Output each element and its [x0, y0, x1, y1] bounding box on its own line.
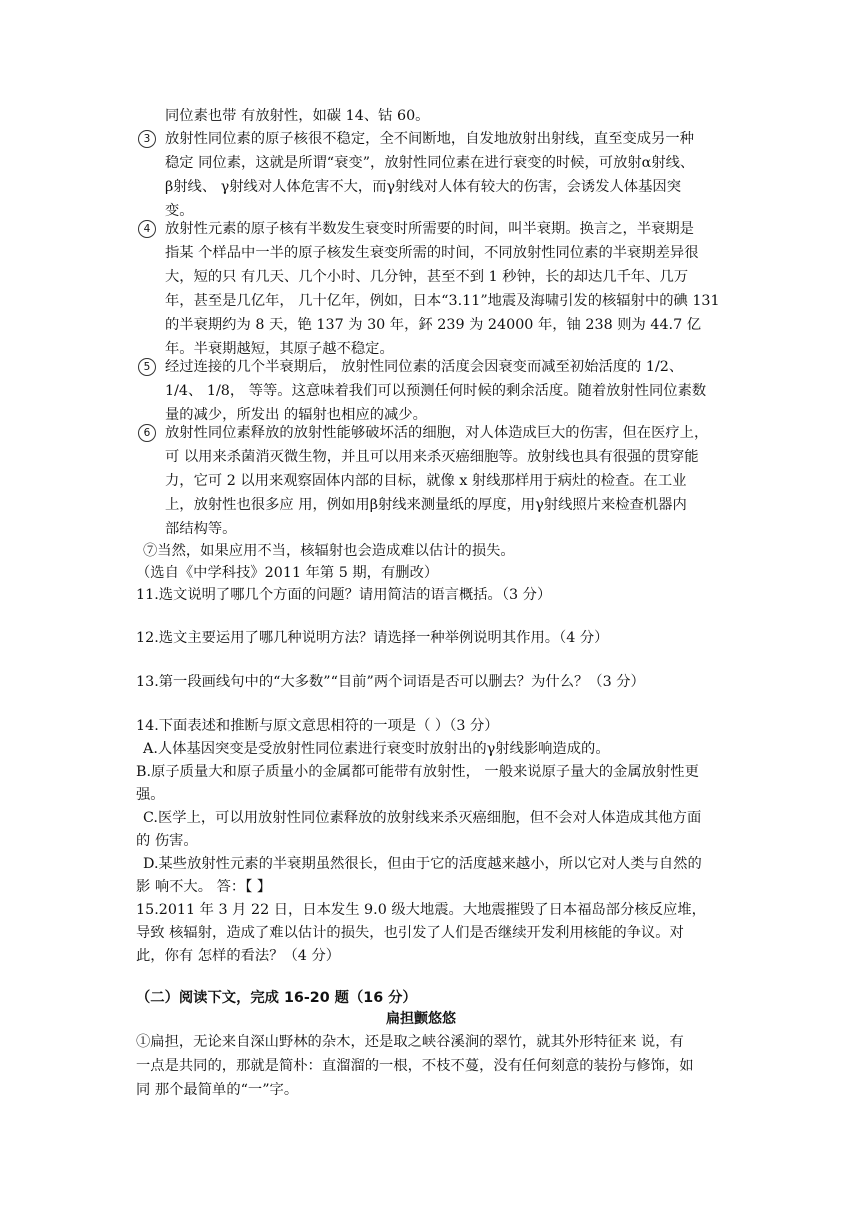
paragraph-5-line: 经过连接的几个半衰期后， 放射性同位素的活度会因衰变而减至初始活度的 1/2、	[165, 359, 684, 375]
question-13: 13.第一段画线句中的“大多数”“目前”两个词语是否可以删去？为什么？（3 分）	[136, 674, 645, 690]
paragraph-6-line: 部结构等。	[165, 521, 237, 537]
question-14-option-d: D.某些放射性元素的半衰期虽然很长，但由于它的活度越来越小，所以它对人类与自然的	[143, 856, 702, 872]
question-14-option-b: 强。	[136, 787, 165, 803]
question-14-option-d: 影 响不大。 答：【 】	[136, 879, 272, 895]
section-2-paragraph-1: 一点是共同的，那就是简朴：直溜溜的一根，不枝不蔓，没有任何刻意的装扮与修饰，如	[136, 1058, 694, 1074]
question-14-option-c: C.医学上，可以用放射性同位素释放的放射线来杀灭癌细胞，但不会对人体造成其他方面	[143, 810, 702, 826]
paragraph-number-3: 3	[138, 130, 156, 148]
paragraph-6-line: 力，它可 2 以用来观察固体内部的目标，就像 x 射线那样用于病灶的检查。在工业	[165, 473, 687, 489]
question-15: 导致 核辐射，造成了难以估计的损失，也引发了人们是否继续开发利用核能的争议。对	[136, 925, 684, 941]
paragraph-number-5: 5	[138, 358, 156, 376]
paragraph-4-line: 的半衰期约为 8 天，铯 137 为 30 年，鈈 239 为 24000 年，铀 238 则为 44.7 亿	[165, 317, 702, 333]
question-14-option-c: 的 伤害。	[136, 833, 198, 849]
section-2-paragraph-1: 同 那个最简单的“一”字。	[136, 1082, 299, 1098]
paragraph-2-tail: 同位素也带 有放射性，如碳 14、钴 60。	[165, 108, 430, 124]
article-title: 扁担颤悠悠	[386, 1011, 457, 1027]
paragraph-number-4: 4	[138, 220, 156, 238]
question-15: 此，你有 怎样的看法？（4 分）	[136, 948, 341, 964]
section-2-paragraph-1: ①扁担，无论来自深山野林的杂木，还是取之峡谷溪涧的翠竹，就其外形特征来 说，有	[136, 1034, 684, 1050]
paragraph-5-line: 量的减少，所发出 的辐射也相应的减少。	[165, 407, 427, 423]
paragraph-3-line: 变。	[165, 203, 194, 219]
paragraph-3-line: β射线、 γ射线对人体危害不大，而γ射线对人体有较大的伤害，会诱发人体基因突	[165, 179, 681, 195]
paragraph-4-line: 大，短的只 有几天、几个小时、几分钟，甚至不到 1 秒钟，长的却达几千年、几万	[165, 269, 689, 285]
section-2-heading: （二）阅读下文，完成 16-20 题（16 分）	[136, 990, 417, 1006]
paragraph-4-line: 放射性元素的原子核有半数发生衰变时所需要的时间，叫半衰期。换言之，半衰期是	[165, 221, 694, 237]
paragraph-3-line: 放射性同位素的原子核很不稳定，全不间断地，自发地放射出射线，直至变成另一种	[165, 131, 694, 147]
paragraph-6-line: 上，放射性也很多应 用，例如用β射线来测量纸的厚度，用γ射线照片来检查机器内	[165, 497, 687, 513]
source-citation: （选自《中学科技》2011 年第 5 期，有删改）	[136, 565, 439, 581]
question-14-option-a: A.人体基因突变是受放射性同位素进行衰变时放射出的γ射线影响造成的。	[143, 741, 610, 757]
paragraph-4-line: 年。半衰期越短，其原子越不稳定。	[165, 341, 394, 357]
paragraph-6-line: 可 以用来杀菌消灭微生物，并且可以用来杀灭癌细胞等。放射线也具有很强的贯穿能	[165, 449, 699, 465]
paragraph-5-line: 1/4、 1/8， 等等。这意味着我们可以预测任何时候的剩余活度。随着放射性同位素数	[165, 383, 707, 399]
paragraph-7: ⑦当然，如果应用不当，核辐射也会造成难以估计的损失。	[143, 543, 515, 559]
paragraph-4-line: 指某 个样品中一半的原子核发生衰变所需的时间，不同放射性同位素的半衰期差异很	[165, 245, 699, 261]
paragraph-4-line: 年，甚至是几亿年， 几十亿年，例如，日本“3.11”地震及海啸引发的核辐射中的碘 131	[165, 293, 720, 309]
paragraph-number-6: 6	[138, 424, 156, 442]
question-14-option-b: B.原子质量大和原子质量小的金属都可能带有放射性， 一般来说原子量大的金属放射性更	[136, 764, 699, 780]
question-11: 11.选文说明了哪几个方面的问题？请用简洁的语言概括。（3 分）	[136, 587, 552, 603]
question-15: 15.2011 年 3 月 22 日，日本发生 9.0 级大地震。大地震摧毁了日本福岛部分核反应堆，	[136, 902, 706, 918]
paragraph-3-line: 稳定 同位素，这就是所谓“衰变”，放射性同位素在进行衰变的时候，可放射α射线、	[165, 155, 695, 171]
question-12: 12.选文主要运用了哪几种说明方法？请选择一种举例说明其作用。（4 分）	[136, 630, 609, 646]
paragraph-6-line: 放射性同位素释放的放射性能够破坏活的细胞，对人体造成巨大的伤害，但在医疗上，	[165, 425, 709, 441]
question-14: 14.下面表述和推断与原文意思相符的一项是（ ）（3 分）	[136, 718, 499, 734]
